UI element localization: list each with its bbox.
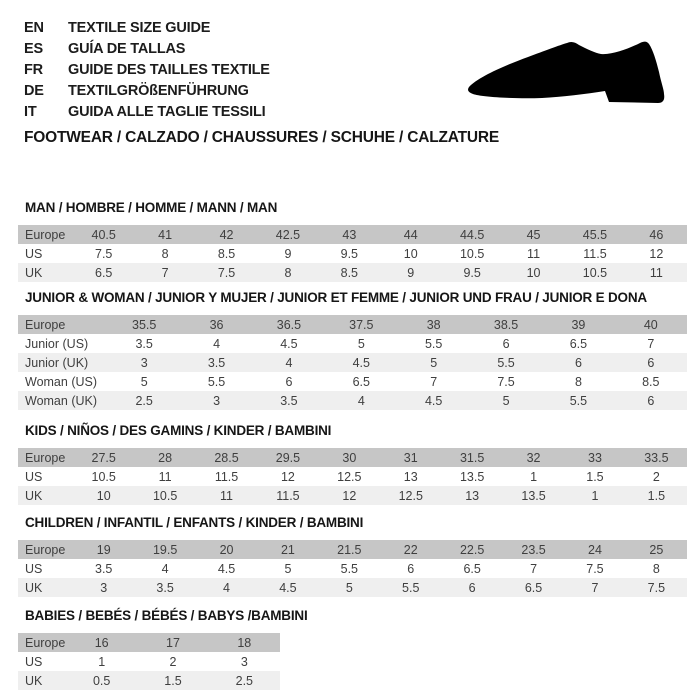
size-table-row [18, 334, 687, 353]
size-cell: 8 [284, 265, 292, 280]
size-cell: 6.5 [352, 374, 370, 389]
section-title-kids: KIDS / NIÑOS / DES GAMINS / KINDER / BAMBINI [25, 423, 332, 438]
category-title: FOOTWEAR / CALZADO / CHAUSSURES / SCHUHE / CALZATURE [24, 129, 499, 146]
size-cell: 10.5 [152, 488, 178, 503]
size-cell: 7 [591, 580, 599, 595]
lang-title: GUÍA DE TALLAS [68, 40, 186, 57]
size-cell: 4 [161, 561, 169, 576]
size-table-header-row [18, 540, 687, 559]
size-cell: 6 [574, 355, 582, 370]
section-title-junior-woman: JUNIOR & WOMAN / JUNIOR Y MUJER / JUNIOR ET FEMME / JUNIOR UND FRAU / JUNIOR E DONA [25, 290, 647, 305]
section-babies [18, 608, 308, 690]
size-cell: 3 [140, 355, 148, 370]
size-cell: 41 [158, 227, 173, 242]
size-cell: 12 [280, 469, 295, 484]
size-table-row [18, 652, 280, 671]
size-cell: 31.5 [459, 450, 485, 465]
size-cell: 9.5 [463, 265, 481, 280]
size-cell: 33.5 [644, 450, 669, 465]
lang-row-de [24, 80, 270, 101]
section-title-children: CHILDREN / INFANTIL / ENFANTS / KINDER / BAMBINI [25, 515, 364, 530]
size-cell: 10 [403, 246, 418, 261]
size-cell: 22 [403, 542, 418, 557]
size-cell: 6 [468, 580, 476, 595]
lang-row-fr [24, 59, 270, 80]
size-cell: 8 [161, 246, 169, 261]
size-cell: 2 [652, 469, 660, 484]
size-cell: 7 [647, 336, 655, 351]
lang-title: GUIDA ALLE TAGLIE TESSILI [68, 103, 266, 120]
size-cell: 13.5 [459, 469, 485, 484]
size-cell: 5.5 [424, 336, 443, 351]
size-table-header-row [18, 448, 687, 467]
size-cell: 17 [166, 635, 180, 650]
size-cell: 3.5 [280, 393, 298, 408]
size-cell: 44 [403, 227, 418, 242]
size-cell: 44.5 [459, 227, 485, 242]
size-cell: 5 [140, 374, 148, 389]
size-cell: 11 [220, 488, 233, 503]
size-cell: 28.5 [214, 450, 239, 465]
size-cell: 6.5 [569, 336, 588, 351]
size-cell: 5 [284, 561, 292, 576]
size-cell: 13 [465, 488, 480, 503]
size-cell: 27.5 [91, 450, 116, 465]
size-cell: 43 [342, 227, 357, 242]
size-cell: 9.5 [340, 246, 359, 261]
size-cell: 39 [571, 317, 586, 332]
size-cell: 3 [213, 393, 221, 408]
size-cell: 46 [649, 227, 664, 242]
size-cell: 10.5 [582, 265, 608, 280]
size-cell: 19 [96, 542, 111, 557]
size-cell: 5 [345, 580, 353, 595]
size-cell: 40.5 [91, 227, 116, 242]
size-cell: 1.5 [586, 469, 604, 484]
size-cell: 19.5 [152, 542, 178, 557]
size-table-row [18, 372, 687, 391]
section-title-babies: BABIES / BEBÉS / BÉBÉS / BABYS /BAMBINI [25, 608, 308, 623]
size-cell: 6 [647, 355, 655, 370]
size-cell: 4 [213, 336, 221, 351]
row-label: UK [25, 488, 43, 503]
row-label: Europe [25, 450, 66, 465]
size-cell: 8 [574, 374, 582, 389]
size-cell: 4 [223, 580, 230, 595]
size-table-row [18, 559, 687, 578]
size-cell: 1 [591, 488, 599, 503]
size-cell: 45 [526, 227, 541, 242]
size-cell: 6.5 [524, 580, 543, 595]
size-table-row [18, 671, 280, 690]
size-cell: 4.5 [352, 355, 370, 370]
row-label: Junior (US) [25, 336, 89, 351]
lang-row-it [24, 101, 270, 122]
size-cell: 3.5 [135, 336, 153, 351]
size-cell: 25 [649, 542, 664, 557]
size-cell: 11.5 [276, 488, 300, 503]
size-table-row [18, 263, 687, 282]
size-cell: 36.5 [276, 317, 302, 332]
row-label: US [25, 246, 43, 261]
lang-code: ES [24, 40, 43, 57]
size-cell: 21 [280, 542, 295, 557]
size-cell: 38.5 [493, 317, 519, 332]
size-cell: 7 [430, 374, 438, 389]
size-cell: 24 [588, 542, 602, 557]
row-label: US [25, 469, 43, 484]
size-cell: 28 [158, 450, 173, 465]
size-cell: 12.5 [398, 488, 423, 503]
size-cell: 1.5 [647, 488, 666, 503]
size-cell: 12 [649, 246, 664, 261]
size-table-row [18, 353, 687, 372]
size-cell: 30 [342, 450, 357, 465]
size-cell: 4.5 [280, 336, 298, 351]
size-cell: 16 [94, 635, 109, 650]
row-label: Europe [25, 227, 66, 242]
row-label: UK [25, 673, 43, 688]
size-cell: 7.5 [95, 246, 113, 261]
row-label: US [25, 654, 43, 669]
size-cell: 9 [407, 265, 415, 280]
size-cell: 5.5 [340, 561, 359, 576]
size-cell: 6 [407, 561, 415, 576]
size-cell: 7 [161, 265, 169, 280]
lang-code: DE [24, 82, 44, 99]
size-cell: 3.5 [156, 580, 174, 595]
size-cell: 8 [652, 561, 660, 576]
size-cell: 7.5 [497, 374, 515, 389]
size-table-header-row [18, 315, 687, 334]
lang-code: EN [24, 19, 44, 36]
size-cell: 11 [527, 246, 541, 261]
size-cell: 12 [342, 488, 357, 503]
language-title-list [24, 17, 270, 122]
size-table-row [18, 391, 687, 410]
row-label: Woman (US) [25, 374, 98, 389]
lang-code: FR [24, 61, 43, 78]
size-cell: 42.5 [275, 227, 301, 242]
size-cell: 1 [98, 654, 106, 669]
size-cell: 2.5 [135, 393, 153, 408]
size-cell: 4 [285, 355, 293, 370]
lang-title: TEXTILE SIZE GUIDE [68, 19, 211, 36]
section-junior-woman [18, 290, 687, 410]
size-cell: 10.5 [91, 469, 116, 484]
size-cell: 42 [219, 227, 234, 242]
dress-shoe-icon [466, 40, 668, 106]
section-man [18, 200, 687, 282]
row-label: Europe [25, 317, 66, 332]
size-cell: 8.5 [217, 246, 236, 261]
size-cell: 31 [403, 450, 418, 465]
row-label: Europe [25, 635, 66, 650]
size-cell: 45.5 [582, 227, 608, 242]
size-cell: 3 [100, 580, 108, 595]
size-table-row [18, 486, 687, 505]
size-cell: 7 [530, 561, 538, 576]
size-cell: 29.5 [275, 450, 301, 465]
size-cell: 7.5 [217, 265, 236, 280]
size-cell: 10 [526, 265, 541, 280]
size-cell: 32 [526, 450, 541, 465]
row-label: Woman (UK) [25, 393, 98, 408]
size-cell: 2 [169, 654, 177, 669]
size-cell: 13 [403, 469, 418, 484]
size-cell: 33 [588, 450, 602, 465]
man-size-table [18, 225, 687, 282]
size-cell: 10 [96, 488, 111, 503]
size-cell: 1.5 [164, 673, 182, 688]
size-cell: 5.5 [402, 580, 420, 595]
row-label: US [25, 561, 43, 576]
size-table-row [18, 244, 687, 263]
size-cell: 35.5 [132, 317, 157, 332]
section-kids [18, 423, 687, 505]
size-cell: 18 [237, 635, 252, 650]
size-cell: 8.5 [340, 265, 359, 280]
lang-title: TEXTILGRÖßENFÜHRUNG [68, 82, 249, 99]
size-cell: 5.5 [207, 374, 226, 389]
lang-row-en [24, 17, 270, 38]
size-cell: 6 [647, 393, 655, 408]
size-cell: 6.5 [463, 561, 481, 576]
size-cell: 4.5 [279, 580, 297, 595]
size-cell: 7.5 [647, 580, 666, 595]
row-label: Junior (UK) [25, 355, 89, 370]
size-cell: 2.5 [235, 673, 254, 688]
size-cell: 4.5 [424, 393, 443, 408]
size-cell: 37.5 [349, 317, 374, 332]
size-cell: 11.5 [583, 246, 607, 261]
row-label: Europe [25, 542, 66, 557]
size-cell: 40 [643, 317, 658, 332]
size-cell: 8.5 [642, 374, 660, 389]
section-children [18, 515, 687, 597]
size-cell: 9 [284, 246, 292, 261]
size-table-header-row [18, 225, 687, 244]
size-cell: 5 [502, 393, 510, 408]
size-cell: 20 [219, 542, 234, 557]
babies-size-table [18, 633, 280, 690]
size-cell: 5.5 [497, 355, 515, 370]
size-table-row [18, 467, 687, 486]
kids-size-table [18, 448, 687, 505]
size-cell: 13.5 [521, 488, 546, 503]
junior-woman-size-table [18, 315, 687, 410]
row-label: UK [25, 580, 43, 595]
size-cell: 0.5 [92, 673, 111, 688]
size-cell: 6 [502, 336, 510, 351]
size-cell: 5 [430, 355, 438, 370]
size-cell: 5 [357, 336, 365, 351]
size-cell: 3.5 [95, 561, 113, 576]
size-cell: 38 [426, 317, 441, 332]
size-cell: 3 [240, 654, 248, 669]
size-cell: 6.5 [95, 265, 113, 280]
children-size-table [18, 540, 687, 597]
size-cell: 36 [209, 317, 224, 332]
size-cell: 5.5 [569, 393, 588, 408]
size-cell: 22.5 [459, 542, 485, 557]
lang-title: GUIDE DES TAILLES TEXTILE [68, 61, 270, 78]
size-cell: 1 [530, 469, 538, 484]
lang-row-es [24, 38, 270, 59]
size-cell: 4.5 [217, 561, 236, 576]
lang-code: IT [24, 103, 37, 120]
size-cell: 11 [649, 265, 663, 280]
size-cell: 3.5 [207, 355, 226, 370]
size-cell: 11.5 [214, 469, 239, 484]
size-cell: 6 [285, 374, 293, 389]
size-table-row [18, 578, 687, 597]
size-cell: 4 [357, 393, 365, 408]
size-cell: 21.5 [337, 542, 362, 557]
section-title-man: MAN / HOMBRE / HOMME / MANN / MAN [25, 200, 278, 215]
size-cell: 11 [158, 469, 172, 484]
size-cell: 23.5 [521, 542, 546, 557]
size-table-header-row [18, 633, 280, 652]
row-label: UK [25, 265, 43, 280]
size-cell: 10.5 [459, 246, 485, 261]
size-cell: 7.5 [586, 561, 604, 576]
size-cell: 12.5 [337, 469, 362, 484]
